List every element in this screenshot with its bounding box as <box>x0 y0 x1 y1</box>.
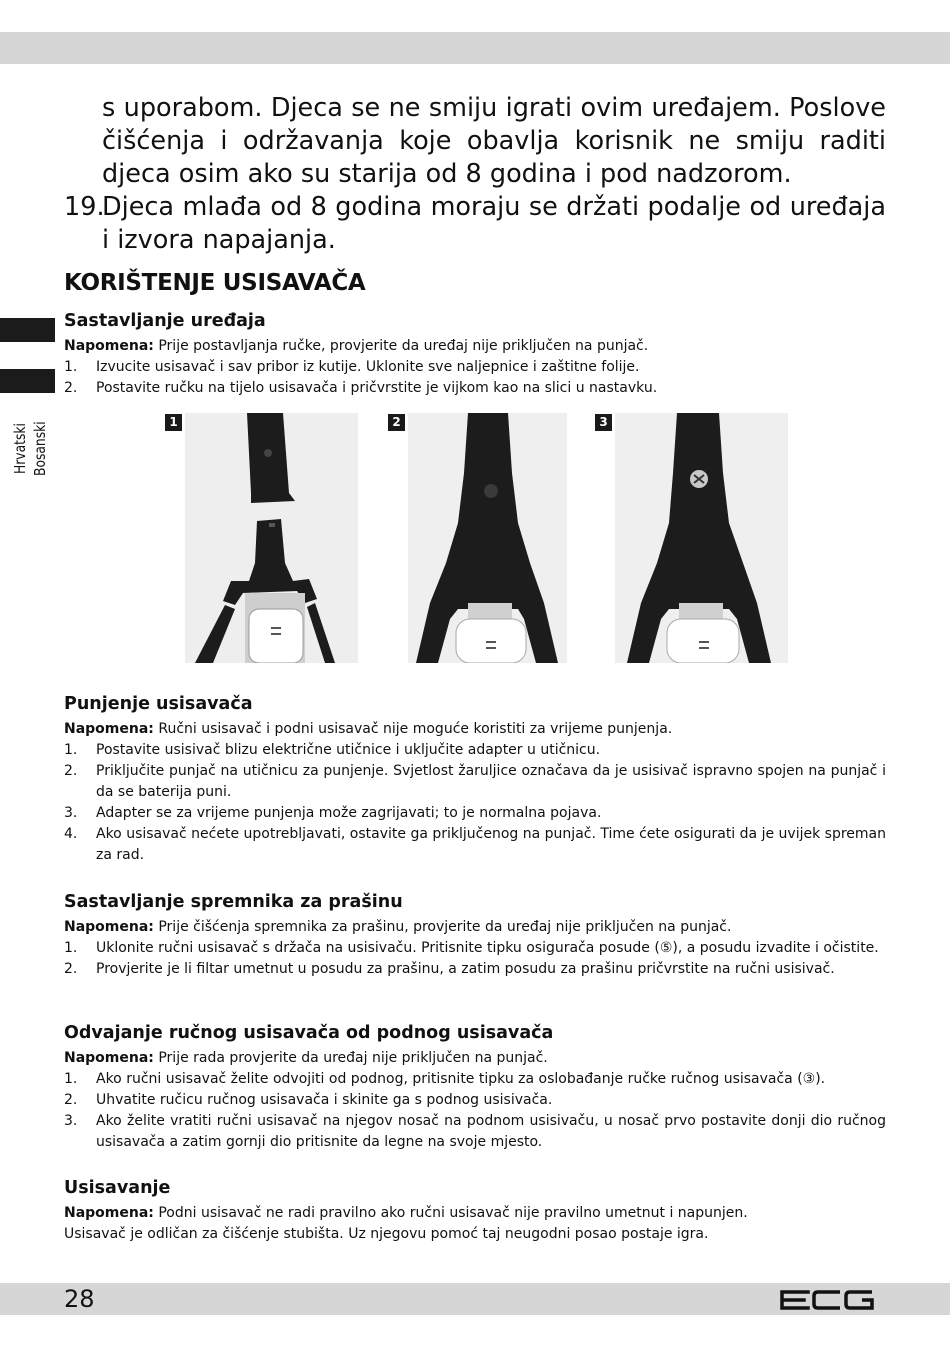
list-item <box>64 824 886 866</box>
figure-2-photo <box>408 413 567 663</box>
ecg-logo <box>780 1290 874 1310</box>
list-text: Izvucite usisavač i sav pribor iz kutije. Uklonite sve naljepnice i zaštitne folije. <box>96 359 640 375</box>
note <box>64 917 886 938</box>
list-text: Postavite ručku na tijelo usisavača i pričvrstite je vijkom kao na slici u nastavku. <box>96 380 658 396</box>
paragraph: Usisavač je odličan za čišćenje stubišta. Uz njegovu pomoć taj neugodni posao postaje igra. <box>64 1226 709 1242</box>
list-text: Ako usisavač nećete upotrebljavati, ostavite ga priključenog na punjač. Time ćete osigurati da je uvijek spreman za rad. <box>96 826 886 863</box>
main-title: KORIŠTENJE USISAVAČA <box>64 270 366 296</box>
page-number: 28 <box>64 1285 95 1313</box>
list-number: 2. <box>64 961 78 977</box>
note-text: Prije rada provjerite da uređaj nije priključen na punjač. <box>158 1050 548 1066</box>
list-number: 2. <box>64 763 78 779</box>
section-title: Sastavljanje spremnika za prašinu <box>64 892 403 912</box>
note-text: Ručni usisavač i podni usisavač nije moguće koristiti za vrijeme punjenja. <box>158 721 673 737</box>
figure-3-photo <box>615 413 788 663</box>
note-label: Napomena: <box>64 721 154 737</box>
list-number: 19. <box>64 192 105 222</box>
list-text: Postavite usisivač blizu električne utičnice i uključite adapter u utičnicu. <box>96 742 601 758</box>
dust-container-section <box>64 890 886 980</box>
list-text: Ako želite vratiti ručni usisavač na njegov nosač na podnom usisivaču, u nosač prvo postavite donji dio ručnog usisavača a zatim gornji dio pritisnite da legne na svoje mjesto. <box>96 1113 886 1150</box>
intro-text <box>64 92 886 257</box>
header-bar <box>0 32 950 64</box>
note-text: Prije čišćenja spremnika za prašinu, provjerite da uređaj nije priključen na punjač. <box>158 919 732 935</box>
section-title: Usisavanje <box>64 1178 171 1198</box>
language-label-hrvatski: Hrvatski <box>11 423 29 474</box>
note-text: Prije postavljanja ručke, provjerite da uređaj nije priključen na punjač. <box>158 338 649 354</box>
list-item <box>64 378 886 399</box>
list-number: 1. <box>64 742 78 758</box>
list-text: Provjerite je li filtar umetnut u posudu za prašinu, a zatim posudu za prašinu pričvrstite na ručni usisivač. <box>96 961 835 977</box>
intro-continuation: s uporabom. Djeca se ne smiju igrati ovim uređajem. Poslove čišćenja i održavanja koje obavlja korisnik ne smiju raditi djeca osim ako su starija od 8 godina i pod nadzorom. <box>102 93 886 189</box>
list-item <box>64 803 886 824</box>
note <box>64 1048 886 1069</box>
list-item <box>64 1111 886 1153</box>
note-label: Napomena: <box>64 1205 154 1221</box>
note-text: Podni usisavač ne radi pravilno ako ručni usisavač nije pravilno umetnut i napunjen. <box>158 1205 748 1221</box>
list-item <box>64 1069 886 1090</box>
list-item <box>64 959 886 980</box>
list-text: Djeca mlađa od 8 godina moraju se držati podalje od uređaja i izvora napajanja. <box>102 192 886 255</box>
list-item <box>64 761 886 803</box>
language-tab-marker <box>0 369 55 393</box>
language-label-bosanski: Bosanski <box>31 421 49 476</box>
language-tab-marker <box>0 318 55 342</box>
assembly-section <box>64 309 886 399</box>
steps-list <box>64 740 886 866</box>
intro-list-item <box>64 191 886 257</box>
list-number: 3. <box>64 1113 78 1129</box>
list-item <box>64 938 886 959</box>
figure-1-photo <box>185 413 358 663</box>
list-text: Adapter se za vrijeme punjenja može zagrijavati; to je normalna pojava. <box>96 805 602 821</box>
figure-label-2: 2 <box>388 414 405 431</box>
figure-label-1: 1 <box>165 414 182 431</box>
list-text: Ako ručni usisavač želite odvojiti od podnog, pritisnite tipku za oslobađanje ručke ručnog usisavača (③). <box>96 1071 826 1087</box>
list-number: 2. <box>64 1092 78 1108</box>
list-number: 4. <box>64 826 78 842</box>
steps-list <box>64 938 886 980</box>
list-number: 3. <box>64 805 78 821</box>
vacuuming-section <box>64 1176 886 1245</box>
list-text: Priključite punjač na utičnicu za punjenje. Svjetlost žaruljice označava da je usisivač ispravno spojen na punjač i da se baterija puni. <box>96 763 886 800</box>
list-item <box>64 1090 886 1111</box>
list-item <box>64 740 886 761</box>
list-text: Uklonite ručni usisavač s držača na usisivaču. Pritisnite tipku osigurača posude (⑤), a posudu izvadite i očistite. <box>96 940 879 956</box>
note <box>64 719 886 740</box>
note-label: Napomena: <box>64 1050 154 1066</box>
list-number: 1. <box>64 1071 78 1087</box>
note <box>64 336 886 357</box>
steps-list <box>64 1069 886 1153</box>
note-label: Napomena: <box>64 919 154 935</box>
note-label: Napomena: <box>64 338 154 354</box>
section-title: Odvajanje ručnog usisavača od podnog usisavača <box>64 1023 554 1043</box>
list-number: 1. <box>64 940 78 956</box>
language-side-label <box>10 398 52 480</box>
section-title: Sastavljanje uređaja <box>64 311 266 331</box>
steps-list <box>64 357 886 399</box>
list-number: 1. <box>64 359 78 375</box>
figure-label-3: 3 <box>595 414 612 431</box>
list-text: Uhvatite ručicu ručnog usisavača i skinite ga s podnog usisivača. <box>96 1092 553 1108</box>
charging-section <box>64 692 886 866</box>
detach-section <box>64 1021 886 1153</box>
list-item <box>64 357 886 378</box>
note <box>64 1203 886 1224</box>
list-number: 2. <box>64 380 78 396</box>
section-title: Punjenje usisavača <box>64 694 253 714</box>
